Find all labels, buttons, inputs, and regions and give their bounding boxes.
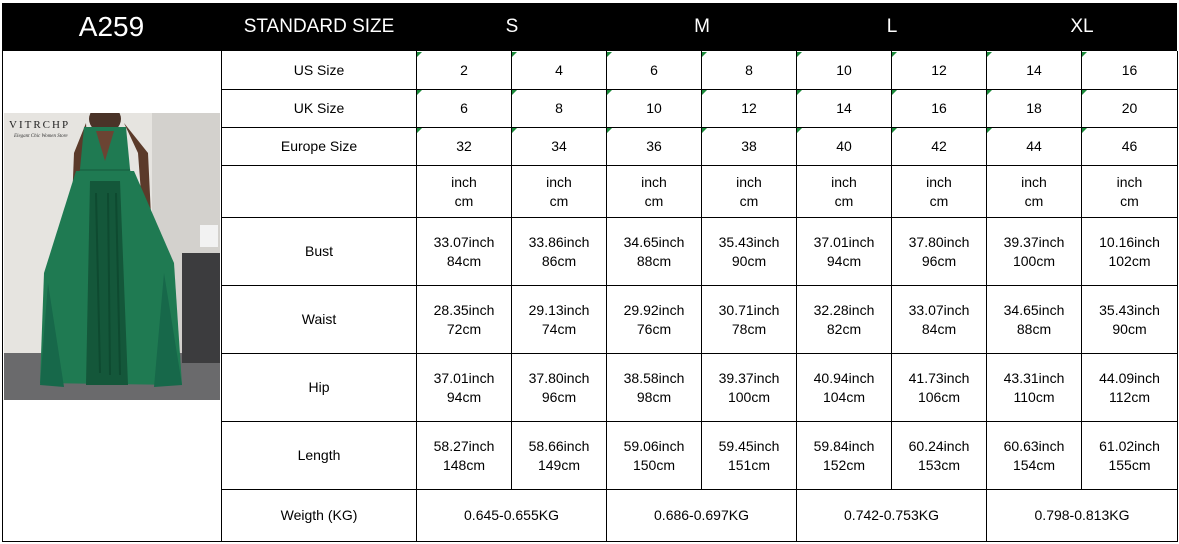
length-cell (702, 422, 796, 489)
length-inch: 59.06inch (623, 437, 685, 454)
row-label-waist: Waist (301, 311, 337, 327)
length-cell (797, 422, 891, 489)
waist-cm: 82cm (826, 320, 862, 337)
waist-cell (702, 286, 796, 353)
us-size-cell: 8 (745, 62, 753, 78)
product-code: A259 (78, 11, 145, 42)
waist-inch: 32.28inch (813, 301, 875, 318)
length-inch: 58.27inch (433, 437, 495, 454)
uk-size-cell: 8 (555, 100, 563, 116)
bust-cm: 96cm (921, 252, 957, 269)
bust-inch: 10.16inch (1099, 233, 1160, 250)
bust-inch: 35.43inch (718, 233, 780, 250)
length-inch: 58.66inch (528, 437, 590, 454)
row-label-uk-size: UK Size (293, 100, 345, 116)
us-size-cell: 14 (1026, 62, 1042, 78)
unit-cm: cm (1024, 192, 1044, 209)
us-size-cell: 4 (555, 62, 563, 78)
bust-cell (1082, 218, 1177, 285)
units-cell (512, 166, 606, 217)
hip-inch: 37.80inch (528, 369, 590, 386)
length-cm: 154cm (1012, 456, 1056, 473)
waist-cell (1082, 286, 1177, 353)
bust-cell (417, 218, 511, 285)
length-cell (417, 422, 511, 489)
length-cm: 152cm (822, 456, 866, 473)
hip-cell (512, 354, 606, 421)
hip-cell (892, 354, 986, 421)
length-inch: 61.02inch (1099, 437, 1160, 454)
uk-size-cell: 18 (1026, 100, 1042, 116)
row-label-hip: Hip (308, 379, 330, 395)
weight-cell-l: 0.742-0.753KG (844, 507, 939, 523)
units-cell (892, 166, 986, 217)
us-size-cell: 6 (650, 62, 658, 78)
waist-cm: 72cm (446, 320, 482, 337)
waist-cell (512, 286, 606, 353)
uk-size-cell: 6 (460, 100, 468, 116)
unit-inch: inch (451, 173, 477, 190)
europe-size-cell: 42 (931, 138, 947, 154)
bust-inch: 37.01inch (813, 233, 875, 250)
length-inch: 59.84inch (813, 437, 875, 454)
units-cell (1082, 166, 1177, 217)
hip-cm: 100cm (727, 388, 771, 405)
hip-cm: 110cm (1013, 388, 1055, 405)
waist-inch: 29.13inch (528, 301, 590, 318)
europe-size-cell: 46 (1121, 138, 1138, 154)
europe-size-cell: 36 (646, 138, 662, 154)
unit-cm: cm (644, 192, 664, 209)
waist-cm: 90cm (1112, 320, 1147, 337)
hip-cell (1082, 354, 1177, 421)
hip-inch: 40.94inch (813, 369, 875, 386)
bust-cell (702, 218, 796, 285)
europe-size-cell: 34 (551, 138, 567, 154)
units-cell (417, 166, 511, 217)
row-label-bust: Bust (304, 243, 333, 259)
size-header-s: S (505, 16, 519, 37)
length-cm: 153cm (917, 456, 961, 473)
units-cell (702, 166, 796, 217)
bust-inch: 34.65inch (623, 233, 685, 250)
hip-inch: 44.09inch (1099, 369, 1160, 386)
waist-inch: 28.35inch (433, 301, 495, 318)
uk-size-cell: 16 (931, 100, 947, 116)
hip-cell (702, 354, 796, 421)
bust-cell (607, 218, 701, 285)
bust-inch: 37.80inch (908, 233, 970, 250)
waist-cell (607, 286, 701, 353)
waist-cell (892, 286, 986, 353)
hip-inch: 43.31inch (1003, 369, 1065, 386)
uk-size-cell: 14 (836, 100, 852, 116)
unit-cm: cm (1120, 192, 1139, 209)
bust-inch: 33.86inch (528, 233, 590, 250)
units-cell (797, 166, 891, 217)
waist-inch: 30.71inch (718, 301, 780, 318)
europe-size-cell: 40 (836, 138, 852, 154)
length-inch: 60.24inch (908, 437, 970, 454)
hip-cm: 96cm (541, 388, 577, 405)
hip-inch: 38.58inch (623, 369, 685, 386)
length-cell (512, 422, 606, 489)
unit-cm: cm (549, 192, 569, 209)
bust-cm: 86cm (541, 252, 577, 269)
waist-inch: 29.92inch (623, 301, 685, 318)
unit-cm: cm (929, 192, 949, 209)
waist-cm: 74cm (541, 320, 577, 337)
bust-cell (512, 218, 606, 285)
hip-cm: 104cm (822, 388, 866, 405)
bust-cm: 88cm (636, 252, 672, 269)
bust-cell (987, 218, 1081, 285)
waist-inch: 35.43inch (1099, 301, 1160, 318)
unit-inch: inch (926, 173, 952, 190)
bust-cell (892, 218, 986, 285)
length-cell (1082, 422, 1177, 489)
waist-cm: 88cm (1016, 320, 1052, 337)
bust-cm: 100cm (1012, 252, 1056, 269)
hip-cell (417, 354, 511, 421)
hip-cm: 112cm (1109, 388, 1150, 405)
length-inch: 60.63inch (1003, 437, 1065, 454)
brand-logo: VITRCHP (9, 119, 71, 131)
bust-cm: 84cm (446, 252, 482, 269)
row-label-units (222, 166, 416, 217)
hip-cell (797, 354, 891, 421)
hip-inch: 41.73inch (908, 369, 970, 386)
row-label-europe-size: Europe Size (280, 138, 358, 154)
length-cell (607, 422, 701, 489)
length-cell (892, 422, 986, 489)
row-label-us-size: US Size (293, 62, 345, 78)
unit-inch: inch (1116, 173, 1143, 190)
row-label-length: Length (297, 447, 341, 463)
us-size-cell: 16 (1121, 62, 1138, 78)
bust-cm: 102cm (1108, 252, 1151, 269)
waist-inch: 33.07inch (908, 301, 970, 318)
waist-cell (797, 286, 891, 353)
size-header-xl: XL (1070, 16, 1094, 37)
europe-size-cell: 32 (456, 138, 472, 154)
unit-cm: cm (834, 192, 854, 209)
weight-cell-xl: 0.798-0.813KG (1034, 507, 1130, 523)
length-cm: 155cm (1108, 456, 1151, 473)
length-cm: 148cm (442, 456, 486, 473)
brand-tagline: Elegant Chic Women Store (14, 134, 68, 139)
waist-cm: 76cm (636, 320, 672, 337)
hip-inch: 39.37inch (718, 369, 780, 386)
hip-cm: 98cm (636, 388, 672, 405)
hip-cm: 94cm (446, 388, 482, 405)
length-cm: 151cm (727, 456, 771, 473)
unit-inch: inch (546, 173, 572, 190)
uk-size-cell: 10 (646, 100, 662, 116)
bust-inch: 33.07inch (433, 233, 495, 250)
us-size-cell: 2 (460, 62, 468, 78)
weight-cell-m: 0.686-0.697KG (654, 507, 749, 523)
length-cm: 150cm (632, 456, 676, 473)
length-inch: 59.45inch (718, 437, 780, 454)
unit-inch: inch (1021, 173, 1047, 190)
uk-size-cell: 20 (1121, 100, 1138, 116)
hip-cell (607, 354, 701, 421)
bust-cm: 94cm (826, 252, 862, 269)
row-label-weight: Weigth (KG) (280, 507, 358, 523)
unit-cm: cm (739, 192, 759, 209)
uk-size-cell: 12 (741, 100, 757, 116)
unit-cm: cm (454, 192, 474, 209)
length-cell (987, 422, 1081, 489)
units-cell (607, 166, 701, 217)
waist-cell (417, 286, 511, 353)
unit-inch: inch (641, 173, 667, 190)
europe-size-cell: 44 (1026, 138, 1042, 154)
hip-inch: 37.01inch (433, 369, 495, 386)
hip-cm: 106cm (917, 388, 961, 405)
waist-inch: 34.65inch (1003, 301, 1065, 318)
waist-cm: 78cm (731, 320, 767, 337)
waist-cell (987, 286, 1081, 353)
units-cell (987, 166, 1081, 217)
standard-size-label: STANDARD SIZE (243, 16, 395, 37)
hip-cell (987, 354, 1081, 421)
weight-cell-s: 0.645-0.655KG (464, 507, 559, 523)
unit-inch: inch (736, 173, 762, 190)
bust-cm: 90cm (731, 252, 767, 269)
unit-inch: inch (831, 173, 857, 190)
us-size-cell: 10 (836, 62, 852, 78)
europe-size-cell: 38 (741, 138, 757, 154)
size-header-l: L (886, 16, 898, 37)
length-cm: 149cm (537, 456, 581, 473)
size-header-m: M (694, 16, 710, 37)
bust-cell (797, 218, 891, 285)
waist-cm: 84cm (921, 320, 957, 337)
bust-inch: 39.37inch (1003, 233, 1065, 250)
us-size-cell: 12 (931, 62, 947, 78)
